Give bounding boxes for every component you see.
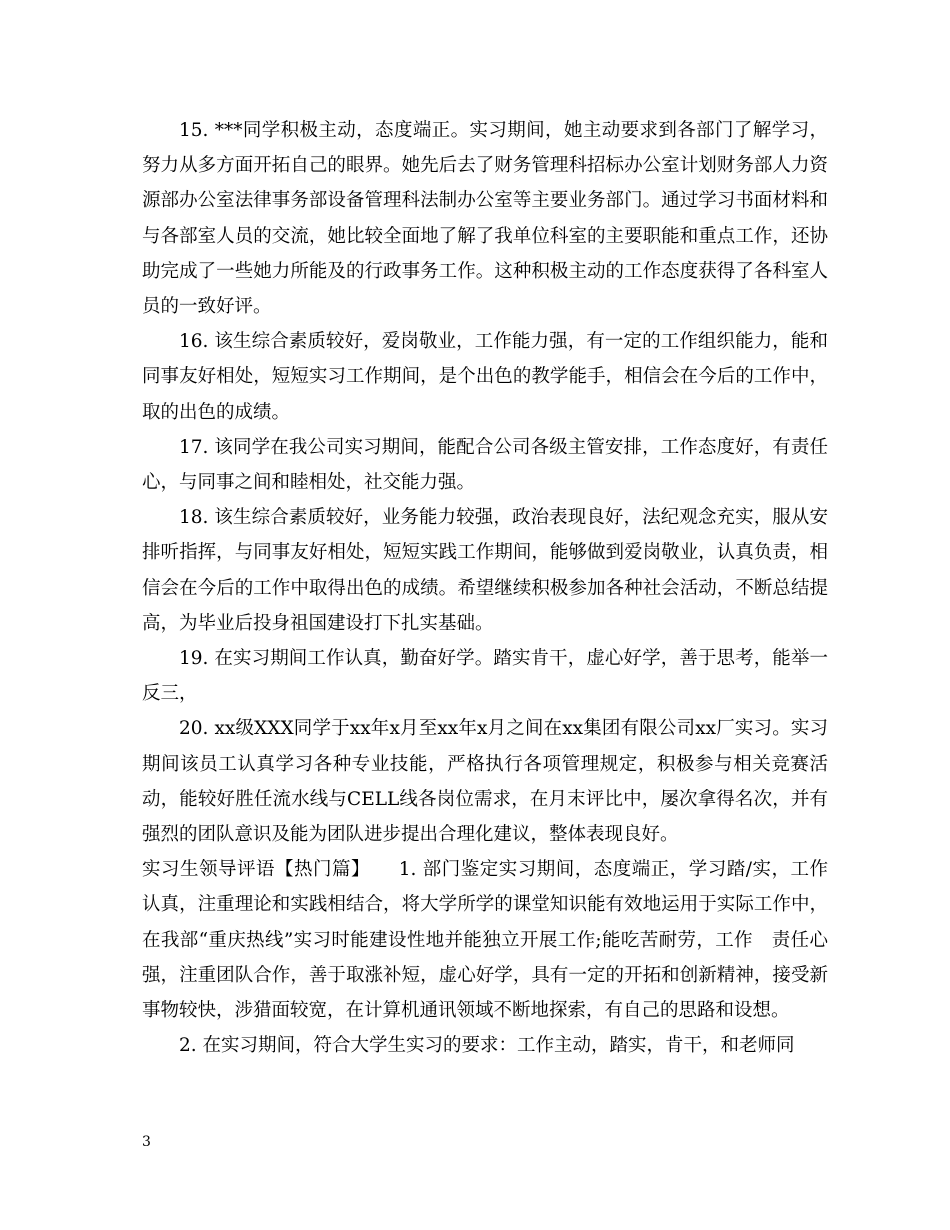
page-number: 3 — [142, 1134, 151, 1150]
document-body — [142, 113, 828, 1063]
paragraph-15: 15. ***同学积极主动，态度端正。实习期间，她主动要求到各部门了解学习，努力从多方面开拓自己的眼界。她先后去了财务管理科招标办公室计划财务部人力资源部办公室法律事务部设备管理科法制办公室等主要业务部门。通过学习书面材料和与各部室人员的交流，她比较全面地了解了我单位科室的主要职能和重点工作，还协助完成了一些她力所能及的行政事务工作。这种积极主动的工作态度获得了各科室人员的一致好评。 — [142, 120, 828, 318]
paragraph-20: 20. xx级XXX同学于xx年x月至xx年x月之间在xx集团有限公司xx厂实习。实习期间该员工认真学习各种专业技能，严格执行各项管理规定，积极参与相关竞赛活动，能较好胜任流水线与CELL线各岗位需求，在月末评比中，屡次拿得名次，并有强烈的团队意识及能为团队进步提出合理化建议，整体表现良好。 — [142, 718, 828, 846]
paragraph-16: 16. 该生综合素质较好，爱岗敬业，工作能力强，有一定的工作组织能力，能和同事友好相处，短短实习工作期间，是个出色的教学能手，相信会在今后的工作中，取的出色的成绩。 — [142, 331, 828, 423]
paragraph-section-heading: 实习生领导评语【热门篇】 1. 部门鉴定实习期间，态度端正，学习踏/实，工作认真，注重理论和实践相结合，将大学所学的课堂知识能有效地运用于实际工作中，在我部“重庆热线”实习时能建设性地并能独立开展工作;能吃苦耐劳，工作 责任心强，注重团队合作，善于取涨补短，虚心好学，具有一定的开拓和创新精神，接受新事物较快，涉猎面较宽，在计算机通讯领域不断地探索，有自己的思路和设想。 — [142, 859, 828, 1022]
paragraph-18: 18. 该生综合素质较好，业务能力较强，政治表现良好，法纪观念充实，服从安排听指挥，与同事友好相处，短短实践工作期间，能够做到爱岗敬业，认真负责，相信会在今后的工作中取得出色的成绩。希望继续积极参加各种社会活动，不断总结提高，为毕业后投身祖国建设打下扎实基础。 — [142, 507, 828, 634]
paragraph-17: 17. 该同学在我公司实习期间，能配合公司各级主管安排，工作态度好，有责任心，与同事之间和睦相处，社交能力强。 — [142, 436, 828, 494]
paragraph-19: 19. 在实习期间工作认真，勤奋好学。踏实肯干，虚心好学，善于思考，能举一反三， — [142, 648, 828, 705]
paragraph-2: 2. 在实习期间，符合大学生实习的要求：工作主动，踏实，肯干，和老师同 — [179, 1035, 795, 1057]
